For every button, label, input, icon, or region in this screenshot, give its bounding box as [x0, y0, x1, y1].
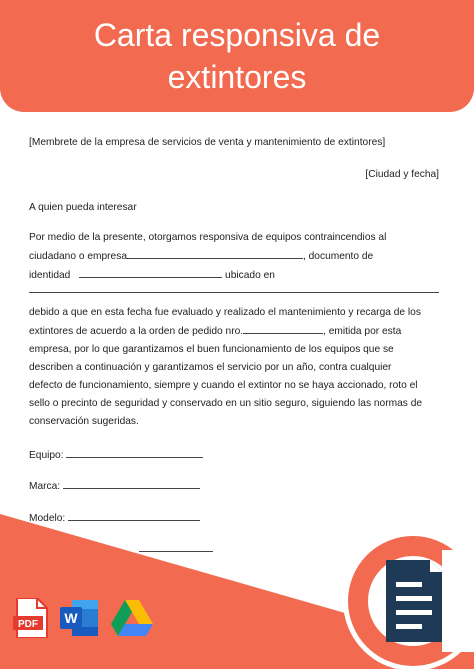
- body-line: sello o precinto de seguridad y conservado en un sitio seguro, siguiendo las normas de: [29, 398, 423, 409]
- document-icon: [386, 560, 442, 642]
- letterhead-placeholder: [Membrete de la empresa de servicios de venta y mantenimiento de extintores]: [29, 137, 386, 148]
- body-line: identidad ubicado en: [29, 266, 419, 285]
- company-blank: [127, 247, 303, 259]
- body-line: ciudadano o empresa , documento de: [29, 247, 419, 266]
- modelo-field: Modelo:: [29, 509, 200, 528]
- address-blank: [29, 292, 439, 293]
- body-line: conservación sugeridas.: [29, 416, 139, 427]
- title-banner: [0, 0, 474, 112]
- word-icon[interactable]: [60, 598, 100, 638]
- body-line: debido a que en esta fecha fue evaluado y realizado el mantenimiento y recarga de los: [29, 307, 421, 318]
- marca-field: Marca:: [29, 477, 200, 496]
- body-paragraph-1: [29, 229, 419, 285]
- word-icon-label: W: [64, 610, 78, 626]
- body-line: empresa, por lo que garantizamos el buen funcionamiento de los equipos que se: [29, 344, 394, 355]
- equipo-blank: [66, 446, 203, 458]
- brand-logo-icon: [342, 530, 474, 672]
- equipo-field: Equipo:: [29, 446, 203, 465]
- pdf-icon[interactable]: [13, 598, 49, 638]
- city-date-placeholder: [Ciudad y fecha]: [365, 169, 439, 180]
- body-line: extintores de acuerdo a la orden de pedido nro. , emitida por esta: [29, 322, 424, 341]
- page-title: Carta responsiva de extintores: [93, 17, 381, 95]
- order-blank: [243, 322, 323, 334]
- body-line: defecto de funcionamiento, siempre y cuando el extintor no se haya accionado, roto el: [29, 380, 418, 391]
- body-line: Por medio de la presente, otorgamos responsiva de equipos contraincendios al: [29, 232, 387, 243]
- body-line: describen a continuación y garantizamos el servicio por un año, contra cualquier: [29, 362, 392, 373]
- id-blank: [79, 266, 222, 278]
- google-drive-icon[interactable]: [110, 598, 154, 638]
- marca-blank: [63, 477, 200, 489]
- greeting: A quien pueda interesar: [29, 202, 137, 213]
- pdf-icon-label: PDF: [18, 619, 38, 630]
- body-paragraph-2: [29, 304, 424, 431]
